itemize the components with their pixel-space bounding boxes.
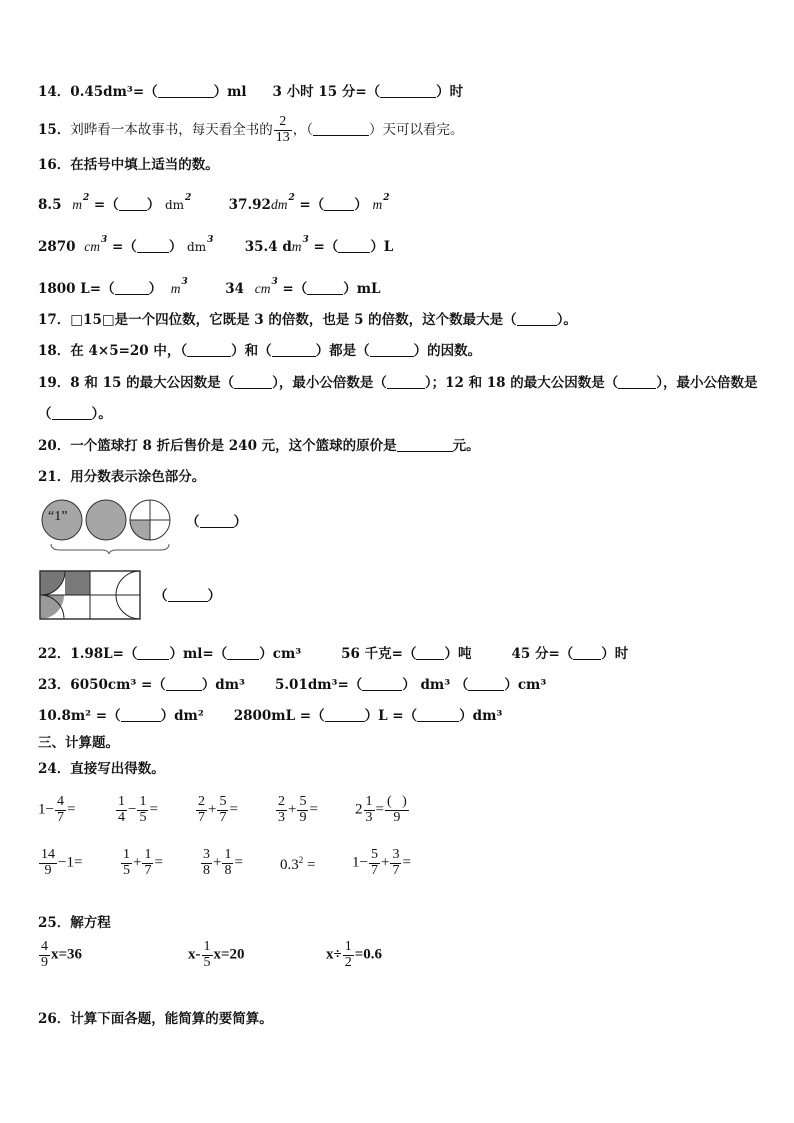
q14-part-a: 0.45dm³=（ bbox=[70, 84, 158, 100]
q21-rectangle-figure bbox=[39, 570, 143, 622]
q14-part-b: 3 小时 15 分=（ bbox=[272, 84, 381, 100]
q16-row-1: 8.5 $m^2$ =（ ） $dm^2$ $37.92dm^2$ =（ ） $m^2$ bbox=[38, 193, 390, 213]
q16-text: 在括号中填上适当的数。 bbox=[70, 157, 219, 173]
q19-blank-3[interactable] bbox=[618, 374, 656, 389]
q23-blank-1[interactable] bbox=[166, 676, 202, 691]
expr-2: $\frac{1}{4}$ − $\frac{1}{5}$ = bbox=[118, 794, 158, 825]
q16-blank-3[interactable] bbox=[137, 238, 169, 253]
expr-3: $\frac{2}{7}$ + $\frac{5}{7}$ = bbox=[198, 794, 238, 825]
q17-number: 17． bbox=[38, 312, 71, 328]
q22-line: 22．1.98L=（ ）ml=（ ）cm³ 56 千克=（ ）吨 45 分=（ ）时 bbox=[38, 646, 629, 662]
equation-1: $\frac{4}{9}$ x=36 bbox=[41, 939, 83, 970]
q25-line: 25．解方程 bbox=[38, 915, 111, 931]
circle-label: “1” bbox=[48, 509, 68, 524]
q22-blank-2[interactable] bbox=[227, 645, 259, 660]
q16-blank-4[interactable] bbox=[338, 238, 370, 253]
q21-blank-2[interactable] bbox=[168, 587, 208, 602]
q16-number: 16． bbox=[38, 157, 71, 173]
q22-blank-4[interactable] bbox=[573, 645, 601, 660]
q21-circles-figure bbox=[38, 496, 178, 554]
q23-line: 23．6050cm³ =（ ）dm³ 5.01dm³=（ ） dm³ （ ）cm³ bbox=[38, 677, 547, 693]
q18-number: 18． bbox=[38, 343, 71, 359]
q24-number: 24． bbox=[38, 761, 71, 777]
q22-blank-3[interactable] bbox=[416, 645, 444, 660]
expr-8: $\frac{3}{8}$ + $\frac{1}{8}$ = bbox=[203, 847, 243, 878]
q25-number: 25． bbox=[38, 915, 71, 931]
circle-3-shaded-quarter bbox=[130, 520, 150, 540]
expr-7: $\frac{1}{5}$ + $\frac{1}{7}$ = bbox=[123, 847, 163, 878]
q17-blank[interactable] bbox=[517, 311, 557, 326]
q23-blank-5[interactable] bbox=[325, 707, 365, 722]
q16-blank-5[interactable] bbox=[115, 280, 149, 295]
q19-line: 19．8 和 15 的最大公因数是（ ），最小公倍数是（ ）；12 和 18 的最大公因数是（ ），最小公倍数是 bbox=[38, 375, 758, 391]
q21-answer-1: （ ） bbox=[186, 514, 247, 530]
q14-blank-2[interactable] bbox=[380, 83, 436, 98]
q18-line: 18．在 4×5=20 中，（ ）和（ ）都是（ ）的因数。 bbox=[38, 343, 482, 359]
q20-number: 20． bbox=[38, 438, 71, 454]
q19-blank-2[interactable] bbox=[387, 374, 425, 389]
q17-line: 17．□15□是一个四位数，它既是 3 的倍数，也是 5 的倍数，这个数最大是（ ）。 bbox=[38, 312, 577, 328]
equation-3: x÷ $\frac{1}{2}$ =0.6 bbox=[326, 939, 383, 970]
expr-6: $\frac{14}{9}$ −1= bbox=[41, 847, 83, 878]
q15-fraction: $\frac{2}{13}$ bbox=[275, 114, 290, 145]
q24-line: 24．直接写出得数。 bbox=[38, 761, 165, 777]
q26-number: 26． bbox=[38, 1011, 71, 1027]
q16-row-2: 2870 $cm^3$ =（ ） $dm^3$ 35.4 $dm^3$ =（ ）L bbox=[38, 235, 394, 255]
q21-number: 21． bbox=[38, 469, 71, 485]
q20-blank[interactable] bbox=[397, 437, 453, 452]
q19-blank-1[interactable] bbox=[234, 374, 272, 389]
q19-line-2: （ ）。 bbox=[38, 406, 112, 422]
q23-blank-6[interactable] bbox=[417, 707, 459, 722]
q21-blank-1[interactable] bbox=[200, 513, 234, 528]
q19-blank-4[interactable] bbox=[52, 405, 92, 420]
q14-line bbox=[38, 82, 463, 102]
q14-blank-1[interactable] bbox=[158, 83, 214, 98]
q18-blank-1[interactable] bbox=[187, 342, 231, 357]
q21-line: 21．用分数表示涂色部分。 bbox=[38, 469, 206, 485]
shaded-middle-top bbox=[65, 571, 90, 595]
q15-line: 15．刘晔看一本故事书，每天看全书的 $\frac{2}{13}$ ，（ ）天可以看完。 bbox=[38, 114, 464, 145]
q16-row-3: 1800 L=（ ） $m^3$ 34 $cm^3$ =（ ）mL bbox=[38, 277, 381, 297]
q16-blank-2[interactable] bbox=[324, 196, 354, 211]
q16-blank-6[interactable] bbox=[307, 280, 343, 295]
q15-text: 刘晔看一本故事书，每天看全书的 bbox=[70, 122, 273, 138]
q14-unit-b: ）时 bbox=[436, 84, 464, 100]
q23-blank-2[interactable] bbox=[362, 676, 402, 691]
q26-line: 26．计算下面各题，能简算的要简算。 bbox=[38, 1011, 273, 1027]
expr-5: 2 $\frac{1}{3}$ = $\frac{( )}{9}$ bbox=[355, 794, 407, 825]
q22-number: 22． bbox=[38, 646, 71, 662]
q15-number: 15． bbox=[38, 122, 71, 138]
q23-number: 23． bbox=[38, 677, 71, 693]
q21-answer-2: （ ） bbox=[154, 588, 221, 604]
q17-text: □15□是一个四位数，它既是 3 的倍数，也是 5 的倍数，这个数最大是（ bbox=[70, 312, 517, 328]
q14-unit-a: ）ml bbox=[213, 84, 247, 100]
brace bbox=[51, 544, 169, 554]
equation-2: x- $\frac{1}{5}$ x=20 bbox=[188, 939, 245, 970]
q16-line bbox=[38, 155, 219, 175]
q16-blank-1[interactable] bbox=[119, 196, 147, 211]
circle-2 bbox=[86, 500, 126, 540]
expr-4: $\frac{2}{3}$ + $\frac{5}{9}$ = bbox=[278, 794, 318, 825]
expr-1: 1− $\frac{4}{7}$ = bbox=[38, 794, 76, 825]
q20-line: 20．一个篮球打 8 折后售价是 240 元，这个篮球的原价是 元。 bbox=[38, 438, 480, 454]
expr-10: 1− $\frac{5}{7}$ + $\frac{3}{7}$ = bbox=[352, 847, 411, 878]
q23-blank-4[interactable] bbox=[121, 707, 161, 722]
q18-blank-2[interactable] bbox=[272, 342, 316, 357]
section-title: 三、计算题。 bbox=[38, 735, 119, 751]
q18-blank-3[interactable] bbox=[370, 342, 414, 357]
q14-number: 14． bbox=[38, 84, 71, 100]
expr-9: $0.3^2$ = bbox=[280, 855, 316, 873]
q22-blank-1[interactable] bbox=[137, 645, 169, 660]
q23-blank-3[interactable] bbox=[468, 676, 504, 691]
q23-line-2: 10.8m² =（ ）dm² 2800mL =（ ）L =（ ）dm³ bbox=[38, 708, 503, 724]
q19-number: 19． bbox=[38, 375, 71, 391]
q15-blank[interactable] bbox=[313, 121, 369, 136]
